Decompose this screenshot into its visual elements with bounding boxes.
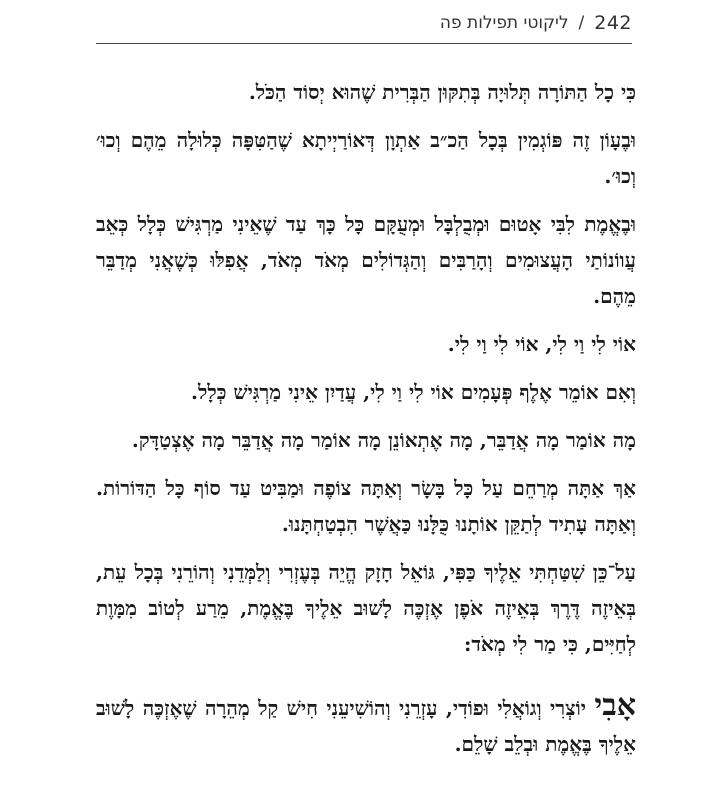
- final-paragraph-text: יוֹצְרִי וְגוֹאֲלִי וּפוֹדִי, עָזְרֵנִי וְהוֹשִׁיעֵנִי חִישׁ קַל מְהֵרָה שֶׁאֶזְכֶּה לָשׁוּב אֵלֶיךָ בֶּאֱמֶת וּבְלֵב שָׁלֵם.: [96, 696, 636, 756]
- paragraph: כִּי כָל הַתּוֹרָה תְּלוּיָה בְּתִקּוּן הַבְּרִית שֶׁהוּא יְסוֹד הַכֹּל.: [248, 80, 636, 104]
- page-body: [96, 74, 636, 774]
- book-title: ליקוטי תפילות פה: [439, 13, 569, 33]
- final-paragraph: [96, 690, 636, 762]
- opening-word: אָבִי: [594, 688, 636, 723]
- paragraph: מָה אוֹמַר מָה אֲדַבֵּר, מָה אֶתְאוֹנֵן מָה אוֹמַר מָה אֲדַבֵּר מָה אֶצְטַדָּק.: [131, 428, 636, 452]
- running-header: [96, 6, 632, 40]
- paragraph: עַל־כֵּן שִׁטַּחְתִּי אֵלֶיךָ כַּפִּי, גּוֹאֵל חָזָק הֱיֵה בְּעֶזְרִי וְלַמְּדֵנִי וְהוֹרֵנִי בְּכָל עֵת, בְּאֵיזֶה דֶּרֶךְ בְּאֵיזֶה אֹפֶן אֶזְכֶּה לָשׁוּב אֵלֶיךָ בֶּאֱמֶת, מֵרַע לְטוֹב מִמָּוֶת לְחַיִּים, כִּי מַר לִי מְאֹד:: [96, 560, 637, 656]
- page-number: 242: [594, 12, 632, 34]
- header-rule: [96, 43, 632, 44]
- paragraph: אוֹי לִי וַי לִי, אוֹי לִי וַי לִי.: [447, 332, 636, 356]
- paragraph: וּבֶאֱמֶת לִבִּי אָטוּם וּמְבֻלְבָּל וּמְעֻקָּם כָּל כָּךְ עַד שֶׁאֵינִי מַרְגִּישׁ כְּלָל כְּאֵב עֲווֹנוֹתַי הָעֲצוּמִים וְהָרַבִּים וְהַגְּדוֹלִים מְאֹד מְאֹד, אֲפִלּוּ כְּשֶׁאֲנִי מְדַבֵּר מֵהֶם.: [96, 212, 636, 308]
- paragraph: וּבֶעָוֹן זֶה פּוֹגְמִין בְּכָל הַכ״ב אַתְוָן דְּאוֹרַיְיתָא שֶׁהַטִּפָּה כְּלוּלָה מֵהֶם וְכוּ׳ וְכוּ׳.: [96, 128, 636, 188]
- paragraph: וְאִם אוֹמֵר אֶלֶף פְּעָמִים אוֹי לִי וַי לִי, עֲדַיִן אֵינִי מַרְגִּישׁ כְּלָל.: [191, 380, 636, 404]
- paragraph: אַךְ אַתָּה מְרַחֵם עַל כָּל בָּשָׂר וְאַתָּה צוֹפֶה וּמַבִּיט עַד סוֹף כָּל הַדּוֹרוֹת. וְאַתָּה עָתִיד לְתַקֵּן אוֹתָנוּ כֻּלָּנוּ כַּאֲשֶׁר הִבְטַחְתָּנוּ.: [96, 476, 636, 536]
- header-separator: /: [578, 13, 585, 33]
